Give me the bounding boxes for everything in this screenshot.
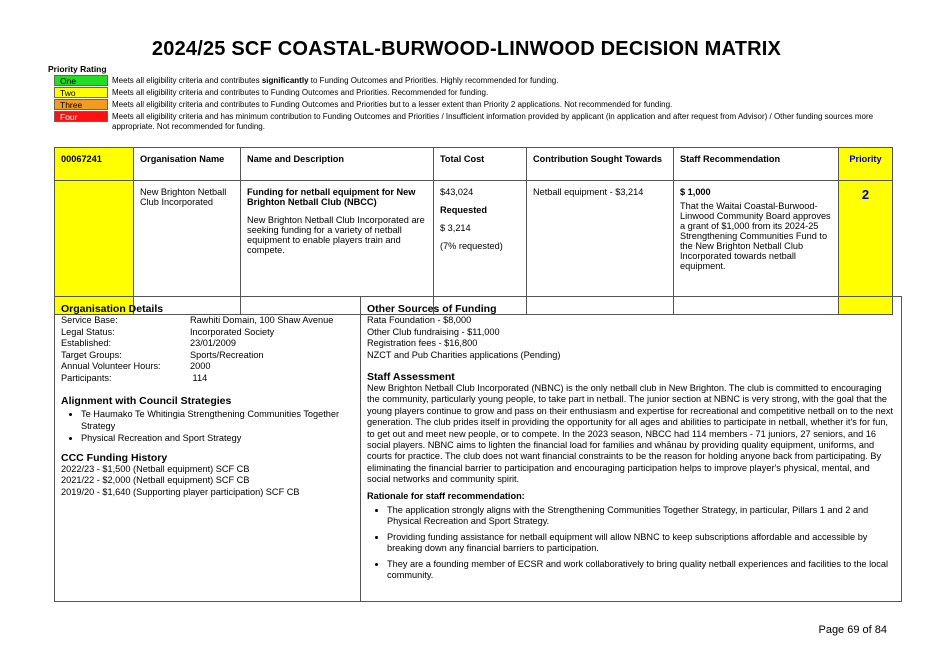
header-priority: Priority [839, 148, 893, 181]
org-details-heading: Organisation Details [61, 303, 164, 315]
header-name-description: Name and Description [241, 148, 434, 181]
staff-assessment-text: New Brighton Netball Club Incorporated (NBNC) is the only netball club in New Brighton. The club is committed to encouraging the community, particularly young people, to take part in netball. The junior section at NBNC is very strong, with the goal that the young players continue to grow and pass on their enthusiasm and expertise for recreational and competitive netball on to the next generation. The club prides itself in providing the opportunity for all ages and abilities to participate in netball, whether it's for fun, to get out and meet new people, or to compete. In the 2023 season, NBCC had 114 members - 71 juniors, 27 seniors, and 16 social players. NBNC aims to lighten the financial load for families and whānau by providing quality equipment, uniforms, and courts for practice. The club does not want financial constraints to be the reason for holding anyone back from participating. By eliminating the financial barrier to participation and encouraging participation helps to improve player's physical, mental, and social networks and community spirit. [367, 383, 894, 485]
priority-value: 2 [839, 181, 893, 315]
legend-row-two [54, 87, 884, 98]
priority-swatch-one: One [54, 75, 108, 86]
list-item: NZCT and Pub Charities applications (Pending) [367, 349, 561, 360]
detail-row: Target Groups: Sports/Recreation [61, 349, 264, 360]
requested-percent: (7% requested) [440, 241, 503, 251]
recommendation-text: That the Waitai Coastal-Burwood-Linwood Community Board approves a grant of $1,000 from its 2024-25 Strengthening Communities Fund to the New Brighton Netball Club Incorporated towards netball equipment. [680, 201, 831, 271]
alignment-list [61, 409, 354, 445]
application-id: 00067241 [55, 148, 134, 181]
list-item: • Providing funding assistance for netball equipment will allow NBNC to keep subscriptions affordable and accessible by breaking down any financial barriers to participation. [387, 532, 895, 555]
header-staff-recommendation: Staff Recommendation [674, 148, 839, 181]
list-item: Registration fees - $16,800 [367, 338, 478, 348]
rationale-list [367, 505, 895, 582]
organisation-column [55, 297, 361, 601]
rationale-heading: Rationale for staff recommendation: [367, 490, 525, 501]
legend-text-four: Meets all eligibility criteria and has minimum contribution to Funding Outcomes and Priorities / Insufficient information provided by applicant (in application and after request from Advisor) / Other funding sources more appropriate. Not recommended for funding. [112, 112, 874, 131]
detail-row: Participants: 114 [61, 372, 208, 383]
project-title: Funding for netball equipment for New Brighton Netball Club (NBCC) [247, 187, 416, 207]
contribution-value: Netball equipment - $3,214 [527, 181, 674, 315]
page-number: Page 69 of 84 [818, 624, 887, 636]
staff-assessment-heading: Staff Assessment [367, 371, 455, 383]
priority-swatch-two: Two [54, 87, 108, 98]
id-cell [55, 181, 134, 315]
priority-legend [54, 75, 884, 133]
priority-swatch-three: Three [54, 99, 108, 110]
detail-row: Service Base: Rawhiti Domain, 100 Shaw Avenue [61, 315, 334, 325]
page-title: 2024/25 SCF COASTAL-BURWOOD-LINWOOD DECISION MATRIX [151, 38, 782, 60]
funding-history-heading: CCC Funding History [61, 451, 168, 464]
list-item: Rata Foundation - $8,000 [367, 315, 472, 325]
organisation-name: New Brighton Netball Club Incorporated [134, 181, 241, 315]
header-total-cost: Total Cost [434, 148, 527, 181]
table-header-row [55, 148, 893, 181]
list-item: • Te Haumako Te Whitingia Strengthening Communities Together Strategy [81, 409, 354, 432]
legend-row-three [54, 99, 884, 110]
header-contribution: Contribution Sought Towards [527, 148, 674, 181]
other-funding-heading: Other Sources of Funding [367, 303, 497, 315]
priority-swatch-four: Four [54, 111, 108, 122]
list-item: • The application strongly aligns with the Strengthening Communities Together Strategy, in particular, Pillars 1 and 2 and Physical Recreation and Sport Strategy. [387, 505, 895, 528]
recommended-amount: $ 1,000 [680, 187, 711, 197]
legend-heading: Priority Rating [48, 64, 107, 74]
list-item: • Physical Recreation and Sport Strategy [81, 433, 354, 445]
details-panel [54, 296, 902, 602]
alignment-heading: Alignment with Council Strategies [61, 395, 232, 407]
project-description: New Brighton Netball Club Incorporated are seeking funding for a variety of netball equipment to enable players train and compete. [247, 215, 425, 255]
detail-row: Established: 23/01/2009 [61, 338, 236, 348]
legend-row-four [54, 111, 884, 132]
list-item: • They are a founding member of ECSR and work collaboratively to bring quality netball experiences and facilities to the local community. [387, 559, 895, 582]
requested-label: Requested [440, 205, 487, 215]
staff-recommendation-cell [674, 181, 839, 315]
list-item: 2022/23 - $1,500 (Netball equipment) SCF CB [61, 463, 250, 474]
list-item: 2021/22 - $2,000 (Netball equipment) SCF CB [61, 475, 250, 485]
list-item: Other Club fundraising - $11,000 [367, 326, 500, 337]
legend-text-three: Meets all eligibility criteria and contributes to Funding Outcomes and Priorities but to a lesser extent than Priority 2 applications. Not recommended for funding. [112, 100, 673, 109]
assessment-column [361, 297, 901, 601]
name-description-cell [241, 181, 434, 315]
legend-text-one: Meets all eligibility criteria and contributes significantly to Funding Outcomes and Priorities. Highly recommended for funding. [112, 76, 559, 85]
detail-row: Annual Volunteer Hours: 2000 [61, 361, 211, 371]
total-cost-value: $43,024 [440, 187, 474, 197]
requested-amount: $ 3,214 [440, 223, 471, 233]
legend-text-two: Meets all eligibility criteria and contributes to Funding Outcomes and Priorities. Recommended for funding. [112, 88, 489, 97]
total-cost-cell [434, 181, 527, 315]
application-table [54, 147, 893, 315]
detail-row: Legal Status: Incorporated Society [61, 326, 275, 337]
table-row [55, 181, 893, 315]
list-item: 2019/20 - $1,640 (Supporting player participation) SCF CB [61, 486, 300, 497]
legend-row-one [54, 75, 884, 86]
header-organisation: Organisation Name [134, 148, 241, 181]
